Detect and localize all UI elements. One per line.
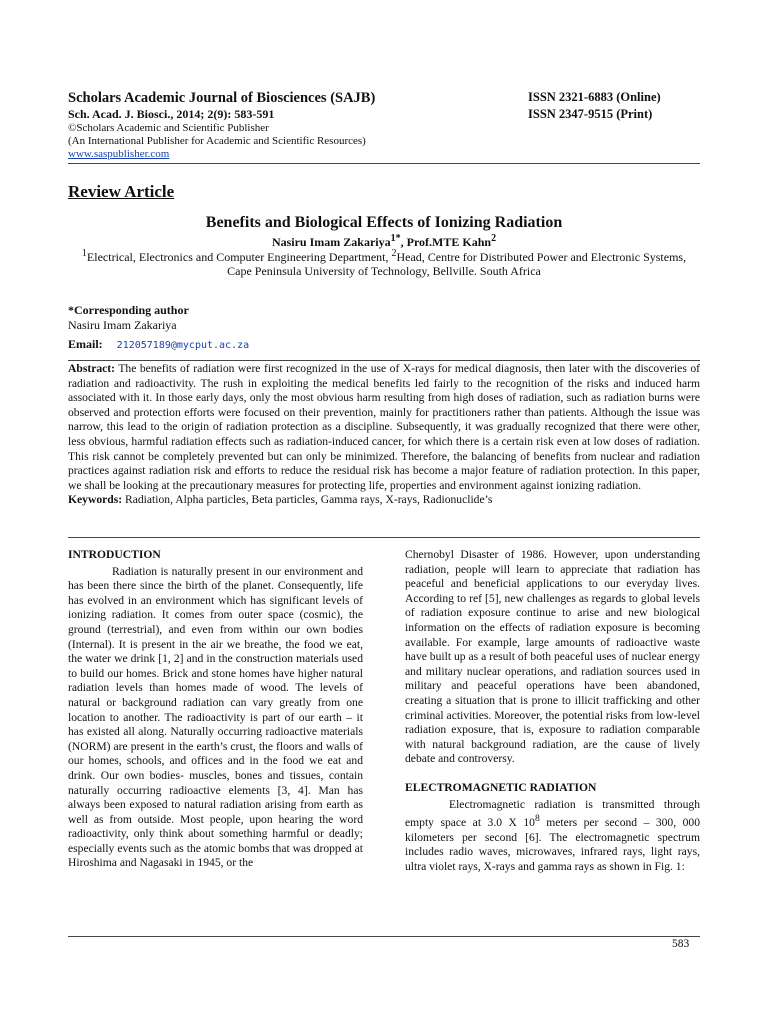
journal-header — [68, 90, 708, 161]
issn-online: ISSN 2321-6883 (Online) — [528, 90, 661, 104]
right-column — [405, 548, 700, 874]
abstract-text: The benefits of radiation were first recognized in the use of X-rays for medical diagnosis, then later with the discoveries of radiation and radioactivity. The rush in exploiting the medical benefits led fairly to the recognition of the risks and induced harm associated with it. In those early days, only the most obvious harm resulting from high doses of radiation, such as radiation burns were observed and protection efforts were focused on their prevention, mainly for practitioners rather than patients. Although the issue was narrow, this lead to the origin of radiation protection as a discipline. Subsequently, it was gradually recognized that there were other, less obvious, harmful radiation effects such as radiation-induced cancer, for which there is a certain risk even at low doses of radiation. This risk cannot be completely prevented but can only be minimized. Therefore, the balancing of benefits from nuclear and radiation practices against radiation risk and efforts to reduce the residual risk has become a major feature of radiation protection. In this paper, we shall be looking at the precautionary measures for protecting life, properties and environment against ionizing radiation. — [68, 362, 700, 492]
footer-rule — [68, 936, 700, 937]
author-2-marker: 2 — [491, 233, 497, 244]
abstract-label: Abstract: — [68, 362, 116, 375]
affiliation-2: Head, Centre for Distributed Power and Electronic Systems, — [396, 250, 687, 264]
author-1: Nasiru Imam Zakariya — [271, 235, 391, 249]
affiliation-1-marker: 1 — [81, 248, 87, 259]
journal-citation: Sch. Acad. J. Biosci., 2014; 2(9): 583-591 — [68, 107, 275, 121]
email-label: Email: — [68, 337, 103, 351]
em-text-a: Electromagnetic radiation is transmitted through empty space at 3.0 X 10 — [405, 797, 700, 829]
website-link[interactable]: www.saspublisher.com — [68, 148, 170, 160]
affiliation-2-marker: 2 — [391, 248, 397, 259]
corresponding-author-block — [68, 303, 700, 353]
publisher-note: (An International Publisher for Academic and Scientific Resources) — [68, 135, 366, 147]
page-number: 583 — [672, 938, 690, 950]
abstract-section — [68, 362, 700, 508]
email-link[interactable]: 212057189@mycput.ac.za — [116, 340, 250, 351]
keywords-label: Keywords: — [68, 493, 123, 507]
author-1-marker: 1* — [390, 233, 401, 244]
introduction-paragraph: Radiation is naturally present in our environment and has been there since the birth of the planet. Consequently, life has evolved in an environment which has significant levels of ionizing radiation. It comes from outer space (cosmic), the ground (terrestrial), and even from within our own bodies (Internal). It is present in the air we breathe, the food we eat, the water we drink [1, 2] and in the construction materials used to build our homes. Brick and stone homes have higher natural radiation levels than homes made of wood. The levels of natural or background radiation can vary greatly from one location to another. The radioactivity is part of our earth – it has existed all along. Naturally occurring radioactive materials (NORM) are present in the earth’s crust, the floors and walls of our homes, schools, and offices and in the food we eat and drink. Our own bodies- muscles, bones and tissues, contain naturally occurring radioactive elements [3, 4]. Man has always been exposed to natural radiation arising from earth as well as from outside. Most people, upon hearing the word radioactivity, only think about something harmful or deadly; especially events such as the atomic bombs that was dropped at Hiroshima and Nagasaki in 1945, or the — [68, 564, 363, 870]
em-exponent: 8 — [534, 813, 540, 825]
affiliation-institution: Cape Peninsula University of Technology, Bellville. South Africa — [227, 264, 541, 278]
introduction-heading: INTRODUCTION — [68, 548, 161, 561]
affiliation-1: Electrical, Electronics and Computer Engineering Department, — [86, 250, 392, 264]
journal-title: Scholars Academic Journal of Biosciences (SAJB) — [68, 90, 376, 106]
affiliations — [68, 247, 700, 278]
em-radiation-heading: ELECTROMAGNETIC RADIATION — [405, 780, 597, 794]
em-text-b: meters per second – 300, 000 kilometers per second [6]. The electromagnetic spectrum includes radio waves, microwaves, infrared rays, light rays, ultra violet rays, X-rays and gamma rays as shown in Fig. 1: — [405, 815, 700, 873]
introduction-continued: Chernobyl Disaster of 1986. However, upon understanding radiation, people will learn to appreciate that radiation has peaceful and beneficial applications to our everyday lives. According to ref [5], new challenges as regards to global levels of radiation exposure continue to arise and new biological information on the effects of radiation exposure is becoming available. For example, large amounts of radioactive waste have built up as a result of both peaceful uses of nuclear energy and military nuclear operations, and radiation sources used in military and peaceful operations have been abandoned, creating a situation that is prone to illicit trafficking and other criminal activities. Moreover, the potential risks from low-level radiation exposure, that is, exposure to radiation comparable with natural background radiation, are the cause of lively debate and controversy. — [405, 548, 700, 766]
issn-print: ISSN 2347-9515 (Print) — [528, 107, 653, 121]
header-divider — [68, 163, 700, 164]
em-radiation-paragraph — [405, 798, 700, 875]
author-2: Prof.MTE Kahn — [406, 235, 492, 249]
keywords-text: Radiation, Alpha particles, Beta particles, Gamma rays, X-rays, Radionuclide’s — [122, 493, 493, 507]
publisher-line: ©Scholars Academic and Scientific Publisher — [68, 122, 269, 134]
left-column — [68, 548, 363, 871]
abstract-top-rule — [68, 360, 700, 361]
corresponding-label: *Corresponding author — [68, 303, 189, 317]
article-type: Review Article — [68, 182, 175, 201]
abstract-bottom-rule — [68, 537, 700, 538]
author-separator: , — [400, 235, 407, 249]
article-title: Benefits and Biological Effects of Ionizing Radiation — [205, 214, 563, 231]
corresponding-name: Nasiru Imam Zakariya — [68, 318, 177, 332]
